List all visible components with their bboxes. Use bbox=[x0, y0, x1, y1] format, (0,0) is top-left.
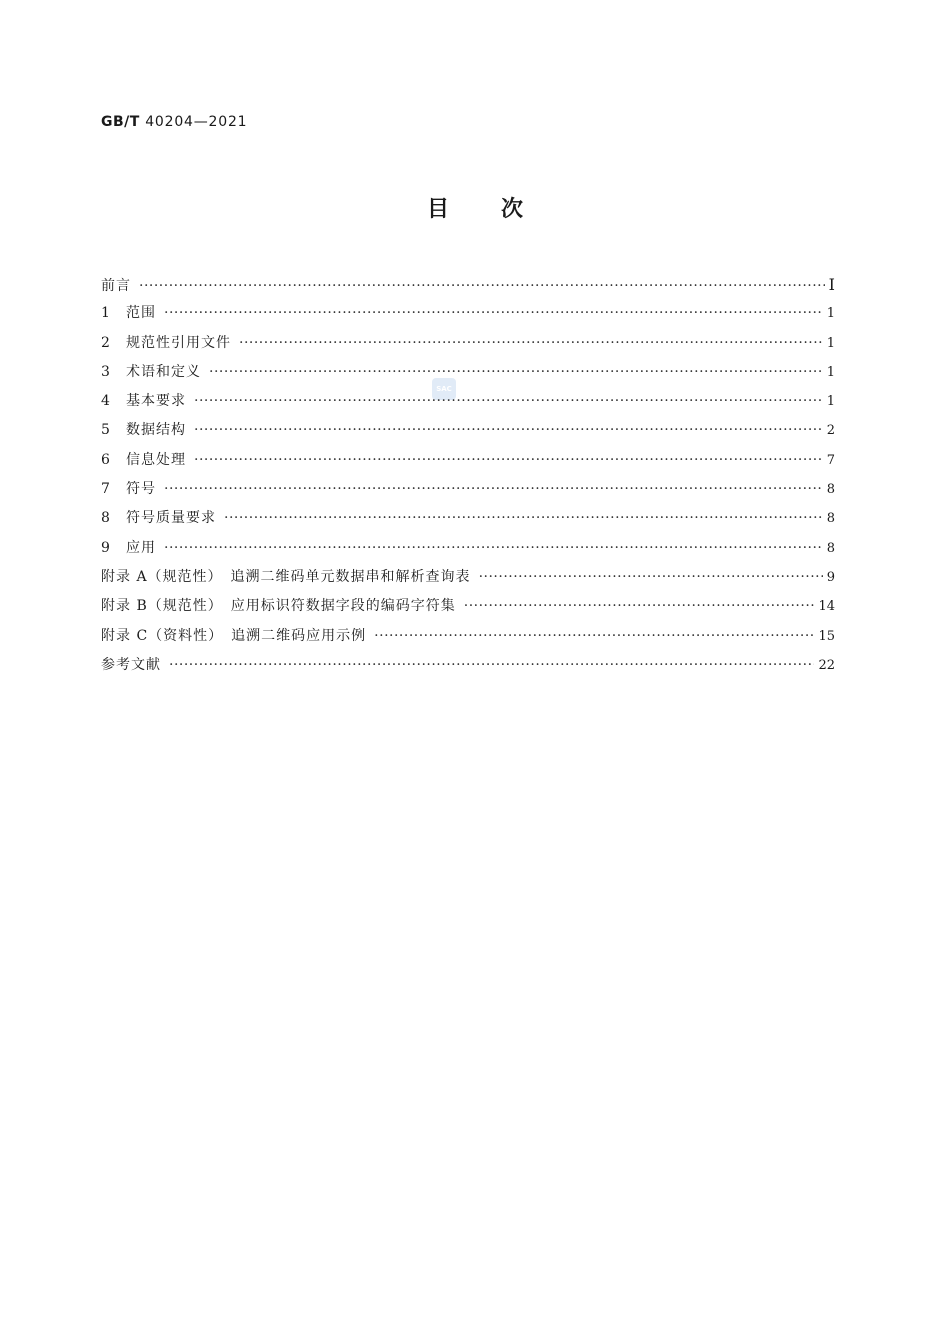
watermark-text: SAC bbox=[436, 385, 452, 393]
toc-leader-dots bbox=[194, 416, 823, 445]
toc-entry-page: 9 bbox=[826, 569, 835, 585]
toc-entry-number: 6 bbox=[101, 451, 111, 468]
toc-entry-label: 术语和定义 bbox=[126, 363, 201, 380]
toc-entry-label: 范围 bbox=[126, 305, 156, 322]
toc-entry-appendix-a[interactable] bbox=[101, 563, 835, 592]
toc-entry-number: 5 bbox=[101, 422, 111, 439]
toc-entry-appendix-c[interactable] bbox=[101, 622, 835, 651]
toc-entry-label: 规范性引用文件 bbox=[126, 334, 231, 351]
toc-title bbox=[0, 195, 950, 225]
toc-leader-dots bbox=[194, 387, 823, 416]
toc-title-char-2: 次 bbox=[501, 197, 524, 222]
toc-entry-number: 8 bbox=[101, 510, 111, 527]
toc-entry-page: 8 bbox=[826, 511, 835, 527]
standard-code bbox=[101, 112, 247, 132]
toc-entry-references[interactable] bbox=[101, 651, 835, 680]
toc-leader-dots bbox=[169, 651, 814, 680]
toc-entry-page: 2 bbox=[826, 423, 835, 439]
toc-leader-dots bbox=[194, 446, 823, 475]
toc-entry-label: 信息处理 bbox=[126, 451, 186, 468]
toc-leader-dots bbox=[164, 534, 823, 563]
toc-entry-foreword[interactable] bbox=[101, 270, 835, 299]
toc-entry-page: 22 bbox=[818, 657, 835, 673]
toc-entry-label: 数据结构 bbox=[126, 422, 186, 439]
toc-entry-label: 基本要求 bbox=[126, 393, 186, 410]
toc-entry-number: 2 bbox=[101, 334, 111, 351]
toc-entry-page: 1 bbox=[826, 306, 835, 322]
toc-entry-2[interactable] bbox=[101, 329, 835, 358]
toc-entry-label: 参考文献 bbox=[101, 656, 161, 673]
toc-leader-dots bbox=[464, 592, 815, 621]
toc-entry-page: 1 bbox=[826, 364, 835, 380]
toc-entry-label: 前言 bbox=[101, 278, 131, 294]
toc-leader-dots bbox=[209, 358, 823, 387]
toc-entry-page: 8 bbox=[826, 482, 835, 498]
standard-prefix: GB/T bbox=[101, 114, 140, 130]
toc-entry-3[interactable] bbox=[101, 358, 835, 387]
toc-entry-1[interactable] bbox=[101, 299, 835, 328]
toc-entry-page: 7 bbox=[826, 452, 835, 468]
table-of-contents bbox=[101, 270, 835, 680]
toc-leader-dots bbox=[164, 299, 823, 328]
toc-leader-dots bbox=[374, 622, 814, 651]
toc-leader-dots bbox=[479, 563, 823, 592]
toc-entry-label: 附录 B（规范性） 应用标识符数据字段的编码字符集 bbox=[101, 598, 456, 615]
toc-entry-page: 14 bbox=[818, 599, 835, 615]
toc-title-char-1: 目 bbox=[426, 197, 449, 222]
toc-leader-dots bbox=[139, 272, 825, 301]
toc-leader-dots bbox=[224, 504, 823, 533]
toc-leader-dots bbox=[239, 329, 823, 358]
toc-entry-page: 15 bbox=[818, 628, 835, 644]
toc-entry-5[interactable] bbox=[101, 416, 835, 445]
toc-leader-dots bbox=[164, 475, 823, 504]
toc-entry-page: 1 bbox=[826, 335, 835, 351]
toc-entry-page: Ⅰ bbox=[828, 275, 835, 294]
toc-entry-number: 3 bbox=[101, 363, 111, 380]
toc-entry-4[interactable] bbox=[101, 387, 835, 416]
toc-entry-label: 符号质量要求 bbox=[126, 510, 216, 527]
toc-entry-number: 9 bbox=[101, 539, 111, 556]
toc-entry-8[interactable] bbox=[101, 504, 835, 533]
toc-entry-number: 1 bbox=[101, 305, 111, 322]
toc-entry-9[interactable] bbox=[101, 534, 835, 563]
toc-entry-number: 4 bbox=[101, 393, 111, 410]
toc-entry-number: 7 bbox=[101, 481, 111, 498]
toc-entry-label: 应用 bbox=[126, 539, 156, 556]
toc-entry-page: 8 bbox=[826, 540, 835, 556]
standard-number: 40204—2021 bbox=[145, 114, 248, 130]
toc-entry-7[interactable] bbox=[101, 475, 835, 504]
toc-entry-label: 附录 C（资料性） 追溯二维码应用示例 bbox=[101, 627, 367, 644]
toc-entry-label: 附录 A（规范性） 追溯二维码单元数据串和解析查询表 bbox=[101, 568, 471, 585]
toc-entry-appendix-b[interactable] bbox=[101, 592, 835, 621]
toc-entry-6[interactable] bbox=[101, 446, 835, 475]
toc-entry-page: 1 bbox=[826, 394, 835, 410]
toc-entry-label: 符号 bbox=[126, 481, 156, 498]
